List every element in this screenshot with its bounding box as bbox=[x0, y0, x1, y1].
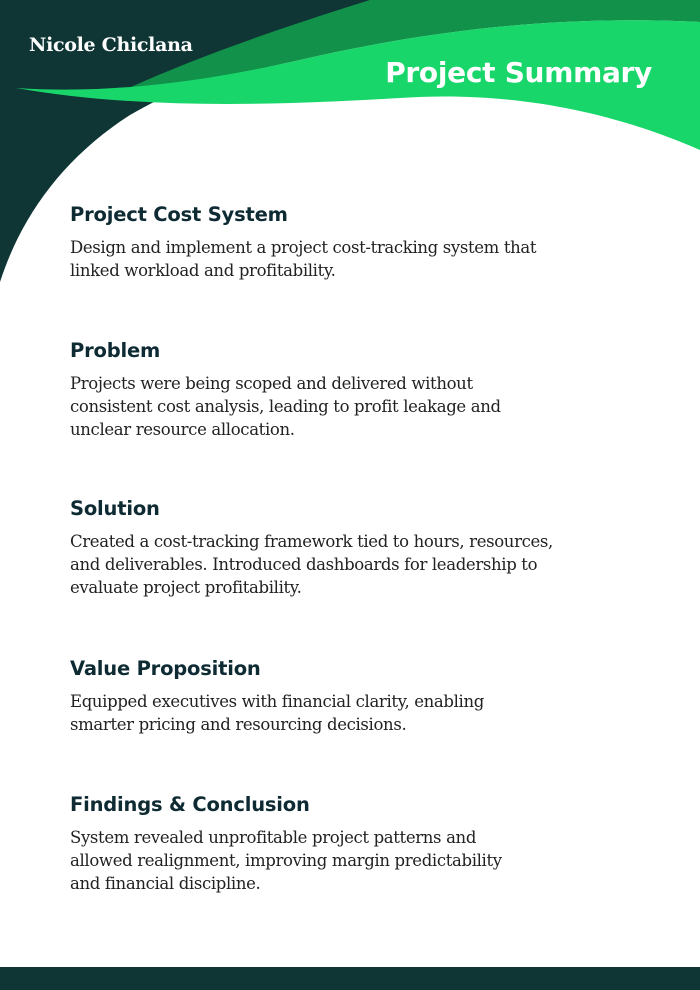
section-project-cost-system bbox=[70, 203, 630, 282]
section-body bbox=[70, 236, 630, 282]
section-heading: Problem bbox=[70, 339, 161, 362]
section-body bbox=[70, 826, 630, 895]
body-line: allowed realignment, improving margin predictability bbox=[70, 851, 502, 870]
body-line: consistent cost analysis, leading to profit leakage and bbox=[70, 397, 501, 416]
section-value-proposition bbox=[70, 657, 630, 736]
section-solution bbox=[70, 497, 630, 599]
body-line: Created a cost-tracking framework tied to hours, resources, bbox=[70, 532, 553, 551]
section-body bbox=[70, 372, 630, 441]
body-line: Equipped executives with financial clarity, enabling bbox=[70, 692, 484, 711]
section-heading: Findings & Conclusion bbox=[70, 793, 310, 816]
body-line: evaluate project profitability. bbox=[70, 578, 302, 597]
body-line: Design and implement a project cost-tracking system that bbox=[70, 238, 537, 257]
body-line: linked workload and profitability. bbox=[70, 261, 336, 280]
body-line: and deliverables. Introduced dashboards for leadership to bbox=[70, 555, 538, 574]
body-line: and financial discipline. bbox=[70, 874, 261, 893]
page-title: Project Summary bbox=[385, 56, 652, 89]
section-findings-conclusion bbox=[70, 793, 630, 895]
section-heading: Value Proposition bbox=[70, 657, 261, 680]
body-line: smarter pricing and resourcing decisions. bbox=[70, 715, 407, 734]
author-name: Nicole Chiclana bbox=[29, 34, 193, 56]
section-problem bbox=[70, 339, 630, 441]
section-body bbox=[70, 530, 630, 599]
section-heading: Solution bbox=[70, 497, 160, 520]
footer-bar bbox=[0, 967, 700, 990]
body-line: Projects were being scoped and delivered without bbox=[70, 374, 473, 393]
section-heading: Project Cost System bbox=[70, 203, 288, 226]
body-line: unclear resource allocation. bbox=[70, 420, 295, 439]
body-line: System revealed unprofitable project patterns and bbox=[70, 828, 477, 847]
section-body bbox=[70, 690, 630, 736]
